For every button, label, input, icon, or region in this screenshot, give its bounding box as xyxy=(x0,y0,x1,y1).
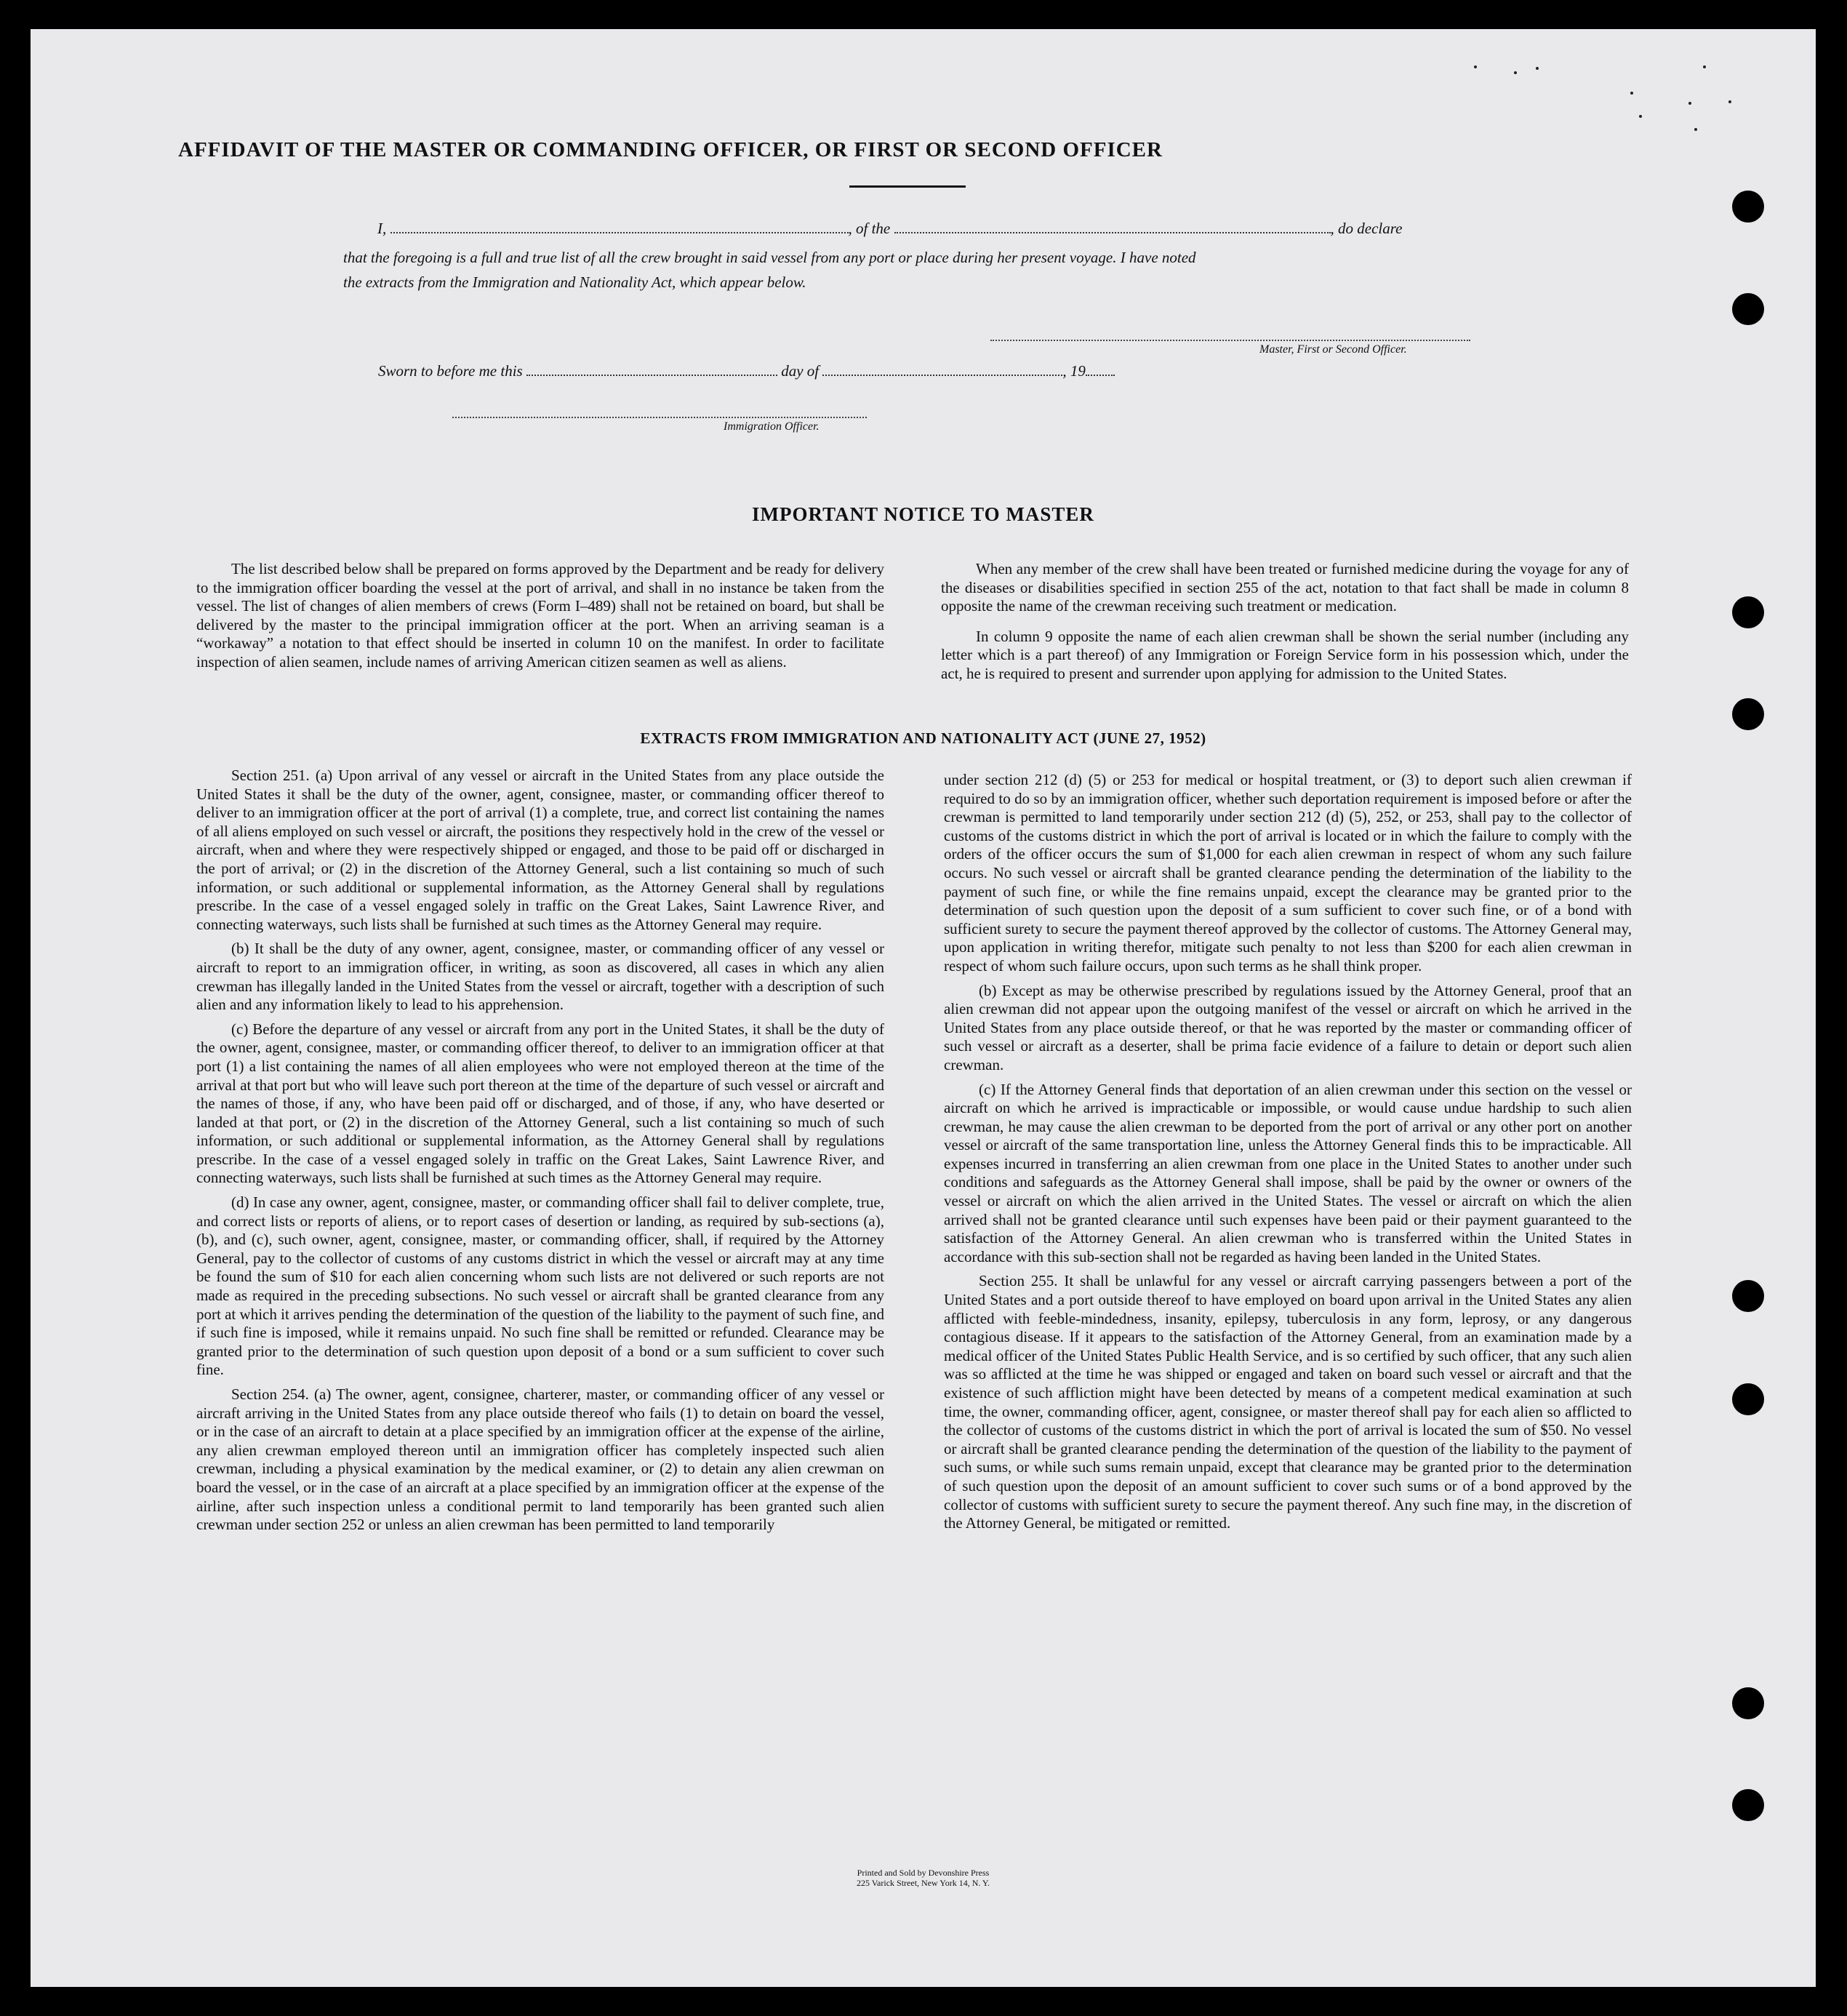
month-blank xyxy=(822,374,1062,376)
speck xyxy=(1536,67,1539,70)
speck xyxy=(1694,128,1697,131)
section-254-c: (c) If the Attorney General finds that deportation of an alien crewman under this section on the vessel or aircraft on which he arrived is impracticable or impossible, or would cause undue hardship to such alien crewman, he may cause the alien crewman to be deported from the port of arrival or any other port on another vessel or aircraft of the same transportation line, unless the Attorney General finds this to be impracticable. All expenses incurred in transferring an alien crewman from one place in the United States to another under such conditions and safeguards as the Attorney General shall impose, shall be paid by the owner or owners of the vessel or aircraft on which the alien arrived in the United States. The vessel or aircraft on which the alien arrived shall not be granted clearance until such expenses have been paid or their payment guaranteed to the satisfaction of the Attorney General. An alien crewman who is transferred within the United States in accordance with this sub-section shall not be regarded as having been landed in the United States. xyxy=(944,1080,1632,1265)
affidavit-line-1 xyxy=(377,220,1512,238)
notice-left-column xyxy=(196,560,884,678)
master-signature-line xyxy=(990,339,1470,341)
extracts-title: EXTRACTS FROM IMMIGRATION AND NATIONALITY ACT (JUNE 27, 1952) xyxy=(640,729,1206,747)
printer-footer xyxy=(31,1868,1816,1888)
affidavit-i: I, xyxy=(377,220,387,237)
binder-hole xyxy=(1732,1383,1764,1415)
footer-line-2: 225 Varick Street, New York 14, N. Y. xyxy=(856,1878,990,1888)
binder-hole xyxy=(1732,596,1764,628)
notice-right-paragraph-1: When any member of the crew shall have been treated or furnished medicine during the voyage for any of the diseases or disabilities specified in section 255 of the act, notation to that fact shall be made in column 8 opposite the name of the crewman receiving such treatment or medication. xyxy=(941,560,1629,615)
extracts-right-column xyxy=(944,771,1632,1539)
speck xyxy=(1639,115,1642,118)
notice-title: IMPORTANT NOTICE TO MASTER xyxy=(752,503,1094,525)
title-rule xyxy=(849,185,966,188)
officer-caption: Immigration Officer. xyxy=(724,420,820,433)
section-251-c: (c) Before the departure of any vessel or aircraft from any port in the United States, it shall be the duty of the owner, agent, consignee, master, or commanding officer thereof, to deliver to an immigration officer at that port (1) a list containing the names of all alien employees who were not employed thereon at the time of the arrival at that port but who will leave such port thereon at the time of the departure of such vessel or aircraft and the names of those, if any, who have been paid off or discharged, and of those, if any, who have deserted or landed at that port, or (2) in the discretion of the Attorney General, such a list containing so much of such information, or such additional or supplemental information, as the Attorney General shall by regulations prescribe. In the case of a vessel engaged solely in traffic on the Great Lakes, Saint Lawrence River, and connecting waterways, such lists shall be furnished at such times as the Attorney General may require. xyxy=(196,1020,884,1187)
section-254-a: Section 254. (a) The owner, agent, consignee, charterer, master, or commanding officer of any vessel or aircraft arriving in the United States from any place outside thereof who fails (1) to detain on board the vessel, or in the case of an aircraft to detain at a place specified by an immigration officer at the expense of the airline, any alien crewman employed thereon until an immigration officer has completely inspected such alien crewman, including a physical examination by the medical examiner, or (2) to detain any alien crewman on board the vessel, or in the case of an aircraft at a place specified by an immigration officer at the expense of the airline, after such inspection unless a conditional permit to land temporarily has been granted such alien crewman under section 252 or unless an alien crewman has been permitted to land temporarily xyxy=(196,1385,884,1534)
sworn-day-blank xyxy=(526,374,777,376)
speck xyxy=(1474,65,1477,68)
affidavit-line-3: the extracts from the Immigration and Nationality Act, which appear below. xyxy=(343,273,806,291)
speck xyxy=(1728,100,1731,103)
speck xyxy=(1703,65,1706,68)
year-blank xyxy=(1086,374,1115,376)
vessel-blank xyxy=(894,231,1331,233)
notice-right-column xyxy=(941,560,1629,689)
notice-right-paragraph-2: In column 9 opposite the name of each alien crewman shall be shown the serial number (including any letter which is a part thereof) of any Immigration or Foreign Service form in his possession which, under the act, he is required to present and surrender upon applying for admission to the United States. xyxy=(941,627,1629,682)
affidavit-declare: , do declare xyxy=(1330,220,1403,237)
name-blank xyxy=(390,231,849,233)
section-251-b: (b) It shall be the duty of any owner, agent, consignee, master, or commanding officer of any vessel or aircraft to report to an immigration officer, in writing, as soon as discovered, all cases in which any alien crewman has illegally landed in the United States from the vessel or aircraft, together with a description of such alien and any information likely to lead to his apprehension. xyxy=(196,940,884,1014)
speck xyxy=(1514,71,1517,74)
affidavit-of-the: , of the xyxy=(848,220,891,237)
section-254-b: (b) Except as may be otherwise prescribed by regulations issued by the Attorney General, proof that an alien crewman did not appear upon the outgoing manifest of the vessel or aircraft on which he arrived in the United States from any place outside thereof, or that he was reported by the master or commanding officer of such vessel or aircraft as a deserter, shall be prima facie evidence of a failure to detain or deport such alien crewman. xyxy=(944,981,1632,1073)
sworn-label: Sworn to before me this xyxy=(378,362,523,380)
section-255: Section 255. It shall be unlawful for any vessel or aircraft carrying passengers between a port of the United States and a port outside thereof to have employed on board upon arrival in the United States any alien afflicted with feeble-mindedness, insanity, epilepsy, tuberculosis in any form, leprosy, or any dangerous contagious disease. If it appears to the satisfaction of the Attorney General, from an examination made by a medical officer of the United States Public Health Service, and is so certified by such officer, that any such alien was so afflicted at the time he was shipped or engaged and taken on board such vessel or aircraft and that the existence of such affliction might have been detected by means of a competent medical examination at such time, the owner, commanding officer, agent, consignee, or master thereof shall pay for each alien so afflicted to the collector of customs of the customs district in which the port of arrival is located the sum of $50. No vessel or aircraft shall be granted clearance pending the determination of the question of the liability to the payment of such sums, or while such sums remain unpaid, except that clearance may be granted prior to the determination of such question upon the deposit of an amount sufficient to cover such sums or of a bond approved by the collector of customs with sufficient surety to secure the payment thereof. Any such fine may, in the discretion of the Attorney General, be mitigated or remitted. xyxy=(944,1272,1632,1532)
binder-hole xyxy=(1732,293,1764,325)
day-of-label: day of xyxy=(781,362,820,380)
extracts-left-column xyxy=(196,767,884,1540)
binder-hole xyxy=(1732,1280,1764,1312)
sworn-line xyxy=(378,362,1115,380)
footer-line-1: Printed and Sold by Devonshire Press xyxy=(857,1868,990,1878)
notice-left-paragraph: The list described below shall be prepared on forms approved by the Department and be ready for delivery to the immigration officer boarding the vessel at the port of arrival, and shall in no instance be taken from the vessel. The list of changes of alien members of crews (Form I–489) shall not be retained on board, but shall be delivered by the master to the principal immigration officer at the port. When an arriving seaman is a “workaway” a notation to that effect should be inserted in column 10 on the manifest. In order to facilitate inspection of alien seamen, include names of arriving American citizen seamen as well as aliens. xyxy=(196,560,884,671)
speck xyxy=(1688,102,1691,105)
affidavit-line-2: that the foregoing is a full and true list of all the crew brought in said vessel from any port or place during her present voyage. I have noted xyxy=(343,249,1196,266)
section-251-a: Section 251. (a) Upon arrival of any vessel or aircraft in the United States from any place outside the United States it shall be the duty of the owner, agent, consignee, master, or commanding officer thereof to deliver to an immigration officer at the port of arrival (1) a complete, true, and correct list containing the names of all aliens employed on such vessel or aircraft, the positions they respectively hold in the crew of the vessel or aircraft, when and where they were respectively shipped or engaged, and those to be paid off or discharged in the port of arrival; or (2) in the discretion of the Attorney General, such a list containing so much of such information, or such additional or supplemental information, as the Attorney General shall by regulations prescribe. In the case of a vessel engaged solely in traffic on the Great Lakes, Saint Lawrence River, and connecting waterways, such lists shall be furnished at such times as the Attorney General may require. xyxy=(196,767,884,933)
binder-hole xyxy=(1732,698,1764,730)
section-254-a-continued: under section 212 (d) (5) or 253 for medical or hospital treatment, or (3) to deport such alien crewman if required to do so by an immigration officer, whether such deportation requirement is imposed before or after the crewman is permitted to land temporarily under section 212 (d) (5), 252, or 253, shall pay to the collector of customs of the customs district in which the port of arrival is located or in which the failure to comply with the orders of the officer occurs the sum of $1,000 for each alien crewman in respect of whom any such failure occurs. No such vessel or aircraft shall be granted clearance pending the determination of the liability to the payment of such fine, or while the fine remains unpaid, except the clearance may be granted prior to the determination of such question upon the deposit of a sum sufficient to cover such fine, or of a bond with sufficient surety to secure the payment thereof approved by the collector of customs. The Attorney General may, upon application in writing therefor, mitigate such penalty to not less than $200 for each alien crewman in respect of whom such failure occurs, upon such terms as he shall think proper. xyxy=(944,771,1632,975)
year-label: , 19 xyxy=(1062,362,1086,380)
master-caption: Master, First or Second Officer. xyxy=(1259,343,1407,356)
binder-hole xyxy=(1732,191,1764,223)
document-page xyxy=(31,29,1816,1987)
binder-hole xyxy=(1732,1687,1764,1719)
speck xyxy=(1630,92,1633,95)
officer-signature-line xyxy=(452,416,867,418)
section-251-d: (d) In case any owner, agent, consignee, master, or commanding officer shall fail to deliver complete, true, and correct lists or reports of aliens, or to report cases of desertion or landing, as required by sub-sections (a), (b), and (c), such owner, agent, consignee, master, or commanding officer, shall, if required by the Attorney General, pay to the collector of customs of any customs district in which the vessel or aircraft may at any time be found the sum of $10 for each alien concerning whom such lists are not delivered or such reports are not made as required in the preceding subsections. No such vessel or aircraft shall be granted clearance from any port at which it arrives pending the determination of the question of the liability to the payment of such fine, and if such fine is imposed, while it remains unpaid. No such fine shall be remitted or refunded. Clearance may be granted prior to the determination of such question upon deposit of a bond or a sum sufficient to cover such fine. xyxy=(196,1193,884,1379)
affidavit-title: AFFIDAVIT OF THE MASTER OR COMMANDING OFFICER, OR FIRST OR SECOND OFFICER xyxy=(178,138,1163,161)
binder-hole xyxy=(1732,1789,1764,1821)
